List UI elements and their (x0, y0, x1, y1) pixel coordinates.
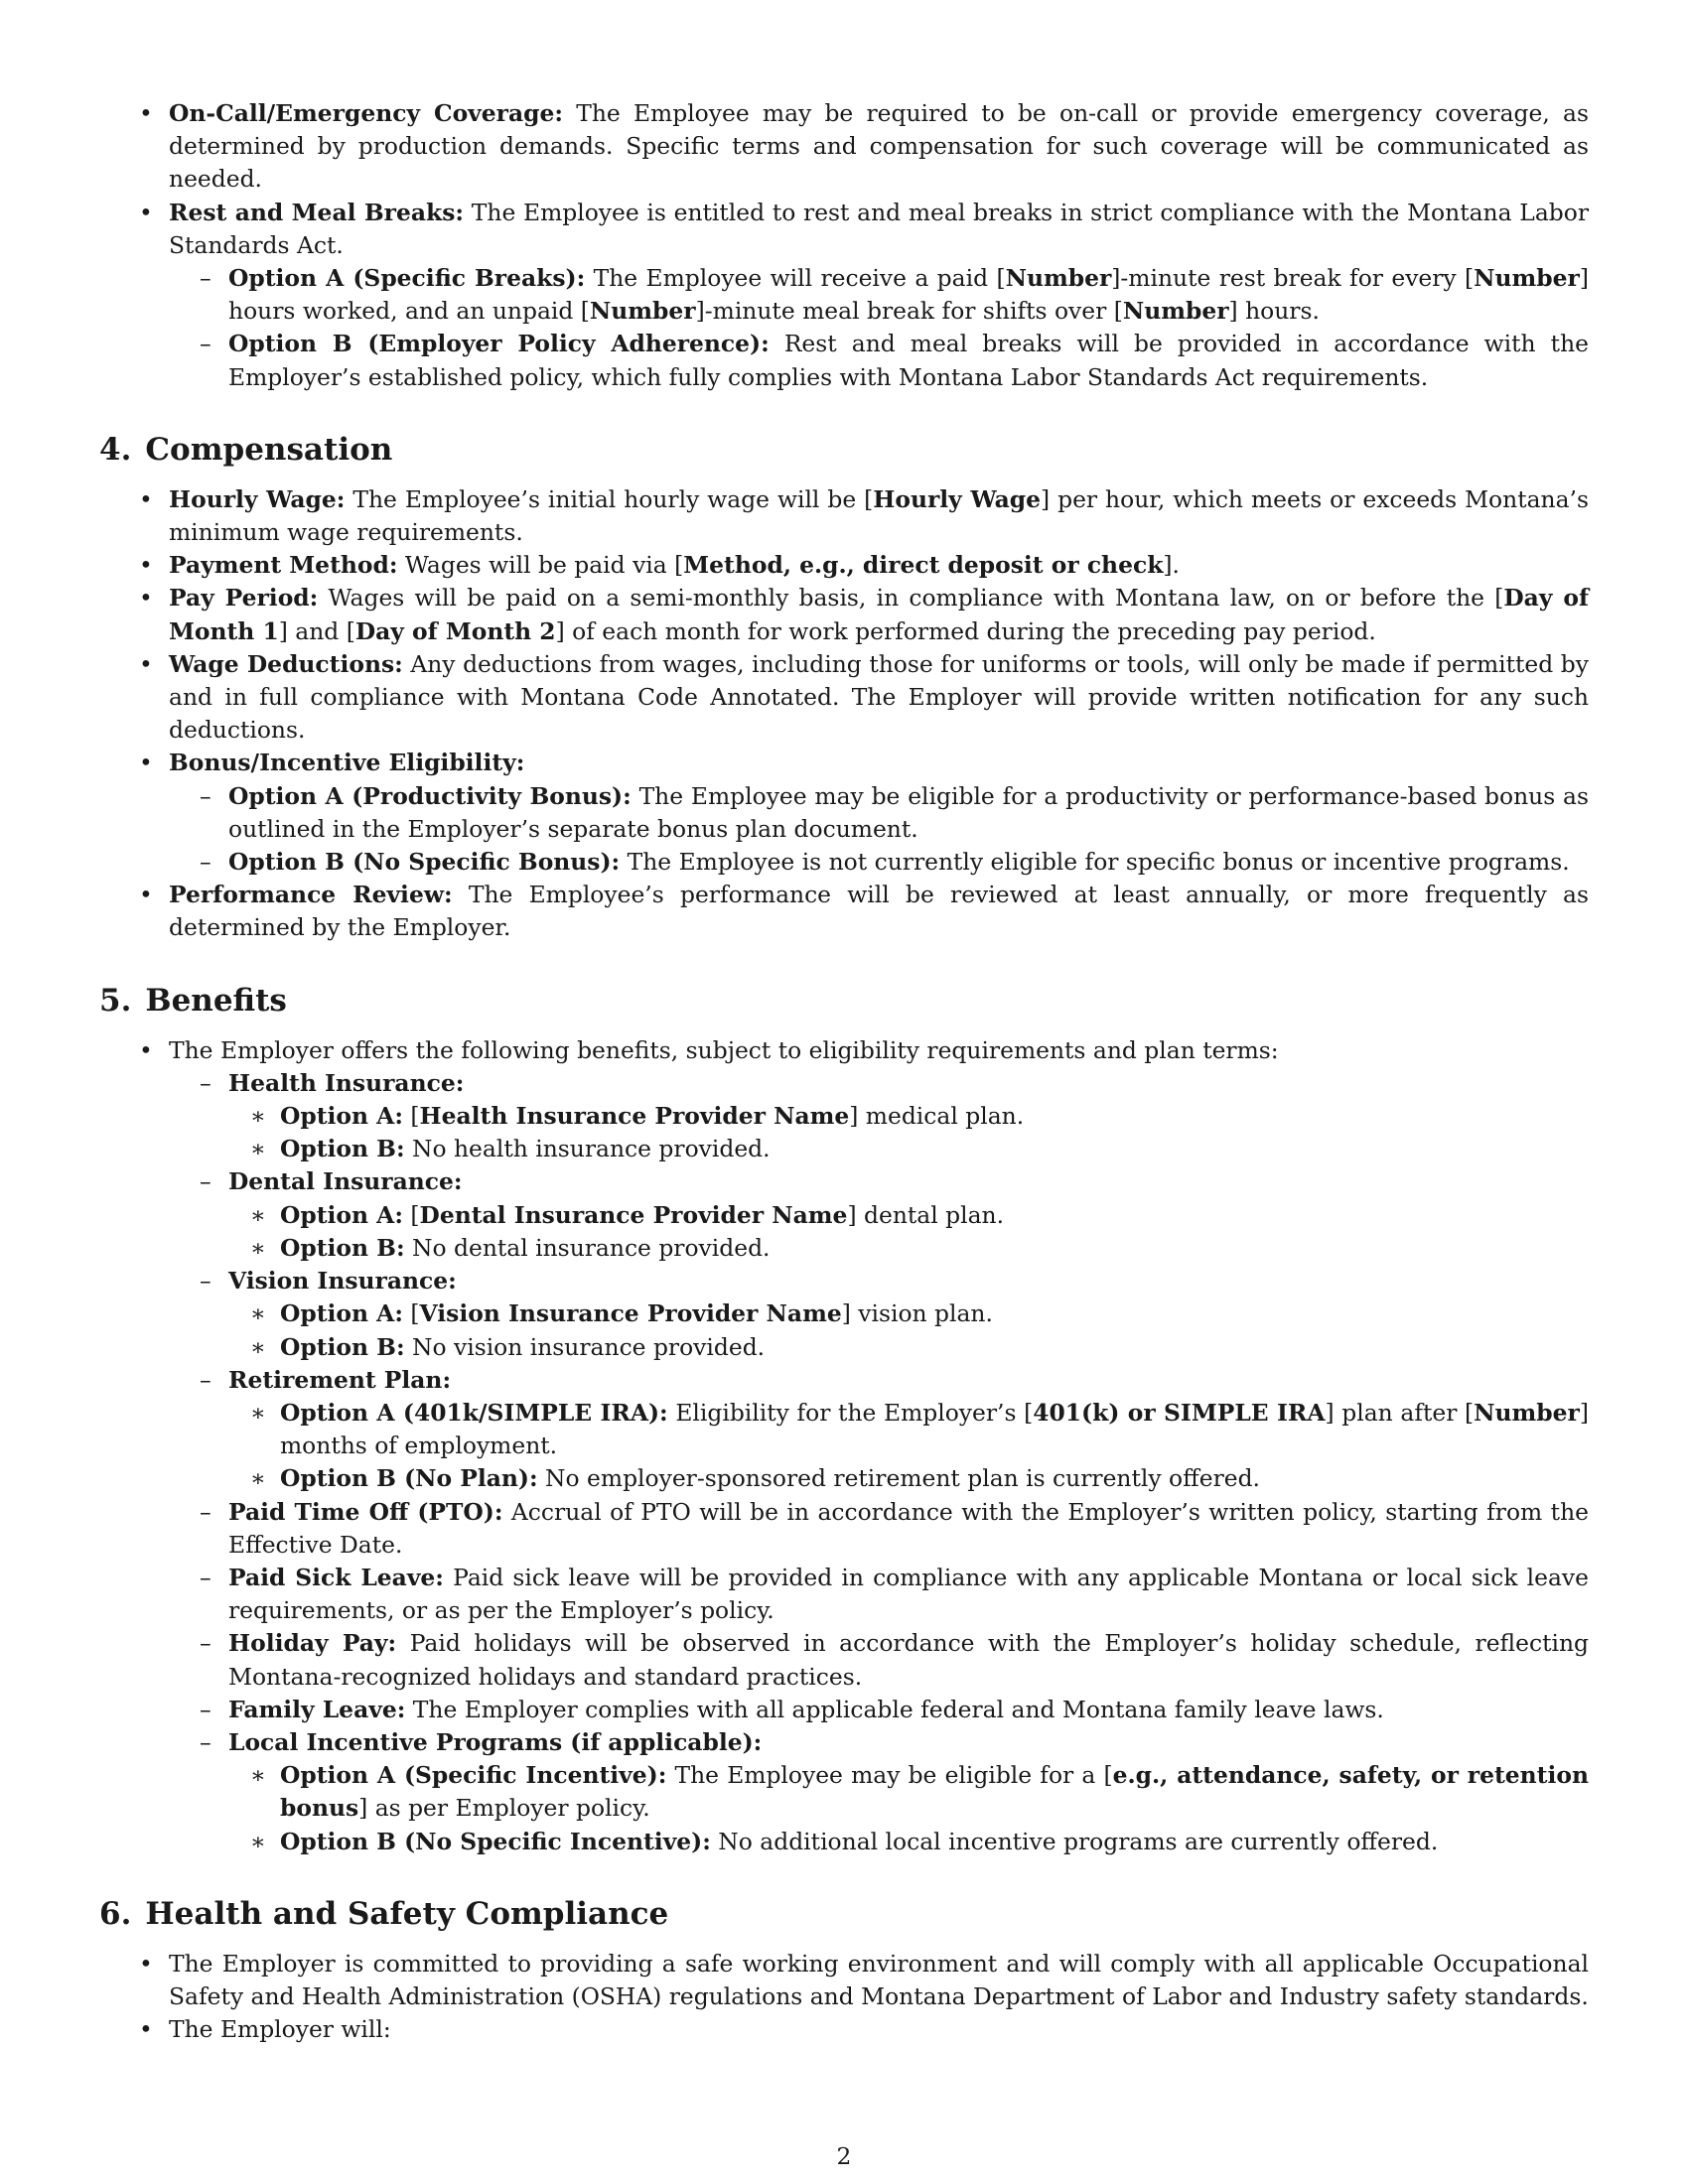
text: Eligibility for the Employer’s [ (667, 1398, 1034, 1427)
list-item (99, 1948, 1589, 2013)
text: [ (402, 1102, 420, 1131)
item-label: Paid Sick Leave: (228, 1563, 444, 1591)
section-number: 4. (99, 431, 132, 468)
item-text: The Employer is committed to providing a safe working environment and will comply with all applicable Occupational Safety and Health Administration (OSHA) regulations and Montana Department of Labor and Industry safety standards. (169, 1949, 1589, 2010)
list-item (99, 97, 1589, 197)
item-text: The Employee is not currently eligible for specific bonus or incentive programs. (620, 848, 1570, 877)
list-item (99, 2013, 1589, 2046)
item-text: No employer-sponsored retirement plan is currently offered. (537, 1464, 1260, 1493)
item-text: The Employer will: (169, 2015, 391, 2044)
section-number: 5. (99, 982, 132, 1019)
item-label: Option A: (280, 1299, 403, 1328)
text: ] per hour, which meets or exceeds Montana’s minimum wage requirements. (169, 484, 1589, 547)
section-4-list (99, 483, 1589, 945)
list-item (228, 1133, 1589, 1165)
list-item (228, 1100, 1589, 1133)
item-text: The Employee may be eligible for a productivity or performance-based bonus as outlined in the Employer’s separate bonus plan document. (228, 781, 1590, 843)
page-number: 2 (836, 2142, 852, 2170)
item-label: Option B (No Plan): (280, 1464, 538, 1493)
list-item (228, 1462, 1589, 1495)
text: ] months of employment. (280, 1398, 1590, 1460)
list-item (169, 780, 1589, 846)
document-page (99, 97, 1589, 2046)
list-item (169, 1562, 1589, 1627)
placeholder: Day of Month 2 (354, 616, 556, 645)
item-label: Option A: (280, 1102, 403, 1131)
list-item (99, 483, 1589, 549)
section-heading (99, 430, 1589, 470)
list-item (99, 747, 1589, 879)
text: [ (402, 1200, 420, 1229)
list-item (99, 582, 1589, 647)
placeholder: Hourly Wage (873, 484, 1042, 513)
section-title: Compensation (145, 431, 393, 468)
text: Wages will be paid via [ (397, 551, 684, 580)
placeholder: Day of Month 1 (169, 584, 1590, 645)
item-text: Paid holidays will be observed in accordance with the Employer’s holiday schedule, reflecting Montana-recognized holidays and standard practices. (228, 1629, 1590, 1691)
item-label: Dental Insurance: (228, 1167, 463, 1196)
placeholder: Number (589, 297, 696, 326)
text: ] as per Employer policy. (358, 1794, 650, 1823)
placeholder: Number (1005, 264, 1112, 293)
list-item (169, 1067, 1589, 1166)
item-label: On-Call/Emergency Coverage: (169, 99, 564, 127)
item-text: The Employee’s performance will be reviewed at least annually, or more frequently as determined by the Employer. (169, 881, 1589, 942)
item-label: Hourly Wage: (169, 484, 346, 513)
item-label: Holiday Pay: (228, 1629, 397, 1658)
list-item (169, 262, 1589, 328)
item-label: Option A (Specific Incentive): (280, 1761, 667, 1790)
list-item (228, 1759, 1589, 1825)
list-item (99, 1034, 1589, 1858)
item-label: Pay Period: (169, 584, 319, 613)
sub-list (169, 262, 1589, 394)
list-item (228, 1297, 1589, 1330)
item-label: Option A (Productivity Bonus): (228, 781, 632, 810)
item-text: No health insurance provided. (404, 1135, 771, 1163)
item-label: Payment Method: (169, 551, 398, 580)
text: [ (402, 1299, 420, 1328)
text: ] of each month for work performed during the preceding pay period. (555, 616, 1376, 645)
text: ] and [ (278, 616, 355, 645)
item-label: Bonus/Incentive Eligibility: (169, 749, 525, 777)
item-text: Accrual of PTO will be in accordance with the Employer’s written policy, starting from the Effective Date. (228, 1497, 1589, 1559)
list-item (228, 1397, 1589, 1462)
list-item (228, 1331, 1589, 1364)
text: ] vision plan. (841, 1299, 993, 1328)
item-label: Performance Review: (169, 881, 453, 909)
text: The Employee will receive a paid [ (585, 264, 1006, 293)
item-text: Rest and meal breaks will be provided in accordance with the Employer’s established policy, which fully complies with Montana Labor Standards Act requirements. (228, 330, 1589, 391)
text: ]. (1163, 551, 1180, 580)
list-item (169, 846, 1589, 879)
placeholder: Number (1474, 1398, 1580, 1427)
list-item (228, 1826, 1589, 1858)
section-number: 6. (99, 1895, 132, 1932)
text: ]-minute rest break for every [ (1111, 264, 1475, 293)
placeholder: Health Insurance Provider Name (419, 1102, 850, 1131)
placeholder: 401(k) or SIMPLE IRA (1033, 1398, 1326, 1427)
item-text: Any deductions from wages, including those for uniforms or tools, will only be made if permitted by and in full compliance with Montana Code Annotated. The Employer will provide written notification for any such deductions. (169, 649, 1589, 745)
text: ]-minute meal break for shifts over [ (695, 297, 1123, 326)
item-text: No dental insurance provided. (404, 1233, 771, 1262)
sub-list (169, 780, 1589, 880)
text: The Employee may be eligible for a [ (666, 1761, 1113, 1790)
placeholder: Number (1474, 264, 1580, 293)
list-item (169, 1165, 1589, 1265)
item-text: No additional local incentive programs are currently offered. (710, 1827, 1439, 1855)
placeholder: Method, e.g., direct deposit or check (683, 551, 1164, 580)
item-text: The Employer complies with all applicable federal and Montana family leave laws. (405, 1695, 1384, 1723)
section-title: Health and Safety Compliance (145, 1895, 669, 1932)
list-item (169, 1265, 1589, 1364)
sub-list (169, 1067, 1589, 1858)
text: ] plan after [ (1325, 1398, 1475, 1427)
item-text: The Employee is entitled to rest and meal breaks in strict compliance with the Montana Labor Standards Act. (169, 198, 1589, 259)
list-item (99, 197, 1589, 394)
item-label: Family Leave: (228, 1695, 406, 1723)
list-item (169, 1364, 1589, 1496)
item-label: Option B: (280, 1332, 405, 1361)
list-item (99, 879, 1589, 944)
list-item (99, 549, 1589, 582)
list-item (169, 1726, 1589, 1858)
item-label: Option B (No Specific Bonus): (228, 848, 621, 877)
list-item (169, 1694, 1589, 1726)
text: ] medical plan. (849, 1102, 1025, 1131)
item-label: Option A (Specific Breaks): (228, 264, 586, 293)
section-heading (99, 1894, 1589, 1934)
section-6-list (99, 1948, 1589, 2047)
placeholder: Vision Insurance Provider Name (419, 1299, 842, 1328)
sub-sub-list (228, 1199, 1589, 1265)
section-5-list (99, 1034, 1589, 1858)
item-text: Paid sick leave will be provided in compliance with any applicable Montana or local sick leave requirements, or as per the Employer’s policy. (228, 1563, 1589, 1625)
list-item (169, 1496, 1589, 1562)
item-label: Option A (401k/SIMPLE IRA): (280, 1398, 668, 1427)
placeholder: Number (1122, 297, 1229, 326)
item-label: Rest and Meal Breaks: (169, 198, 465, 226)
sub-sub-list (228, 1297, 1589, 1363)
sub-sub-list (228, 1100, 1589, 1165)
text: The Employee’s initial hourly wage will be [ (345, 484, 874, 513)
list-item (169, 1627, 1589, 1693)
text: ] hours. (1228, 297, 1320, 326)
section-heading (99, 981, 1589, 1021)
section-title: Benefits (145, 982, 287, 1019)
section-3-list (99, 97, 1589, 394)
sub-sub-list (228, 1397, 1589, 1496)
item-text: The Employee may be required to be on-call or provide emergency coverage, as determined by production demands. Specific terms and compensation for such coverage will be communicated as needed. (169, 99, 1589, 194)
item-label: Health Insurance: (228, 1068, 465, 1097)
item-label: Option B (Employer Policy Adherence): (228, 330, 770, 358)
list-item (169, 328, 1589, 393)
placeholder: e.g., attendance, safety, or retention bonus (280, 1761, 1589, 1823)
item-text: The Employer offers the following benefits, subject to eligibility requirements and plan terms: (169, 1035, 1279, 1064)
item-label: Vision Insurance: (228, 1267, 457, 1296)
placeholder: Dental Insurance Provider Name (419, 1200, 848, 1229)
list-item (228, 1199, 1589, 1232)
item-label: Option B: (280, 1135, 405, 1163)
item-text: No vision insurance provided. (404, 1332, 766, 1361)
list-item (228, 1232, 1589, 1265)
list-item (99, 648, 1589, 748)
text: ] hours worked, and an unpaid [ (228, 264, 1590, 326)
item-label: Option B (No Specific Incentive): (280, 1827, 711, 1855)
item-label: Option B: (280, 1233, 405, 1262)
sub-sub-list (228, 1759, 1589, 1858)
text: ] dental plan. (847, 1200, 1005, 1229)
item-label: Local Incentive Programs (if applicable): (228, 1727, 763, 1756)
item-label: Retirement Plan: (228, 1365, 452, 1394)
item-label: Option A: (280, 1200, 403, 1229)
item-label: Paid Time Off (PTO): (228, 1497, 503, 1526)
text: Wages will be paid on a semi-monthly basis, in compliance with Montana law, on or before the [ (318, 584, 1504, 613)
item-label: Wage Deductions: (169, 649, 403, 678)
